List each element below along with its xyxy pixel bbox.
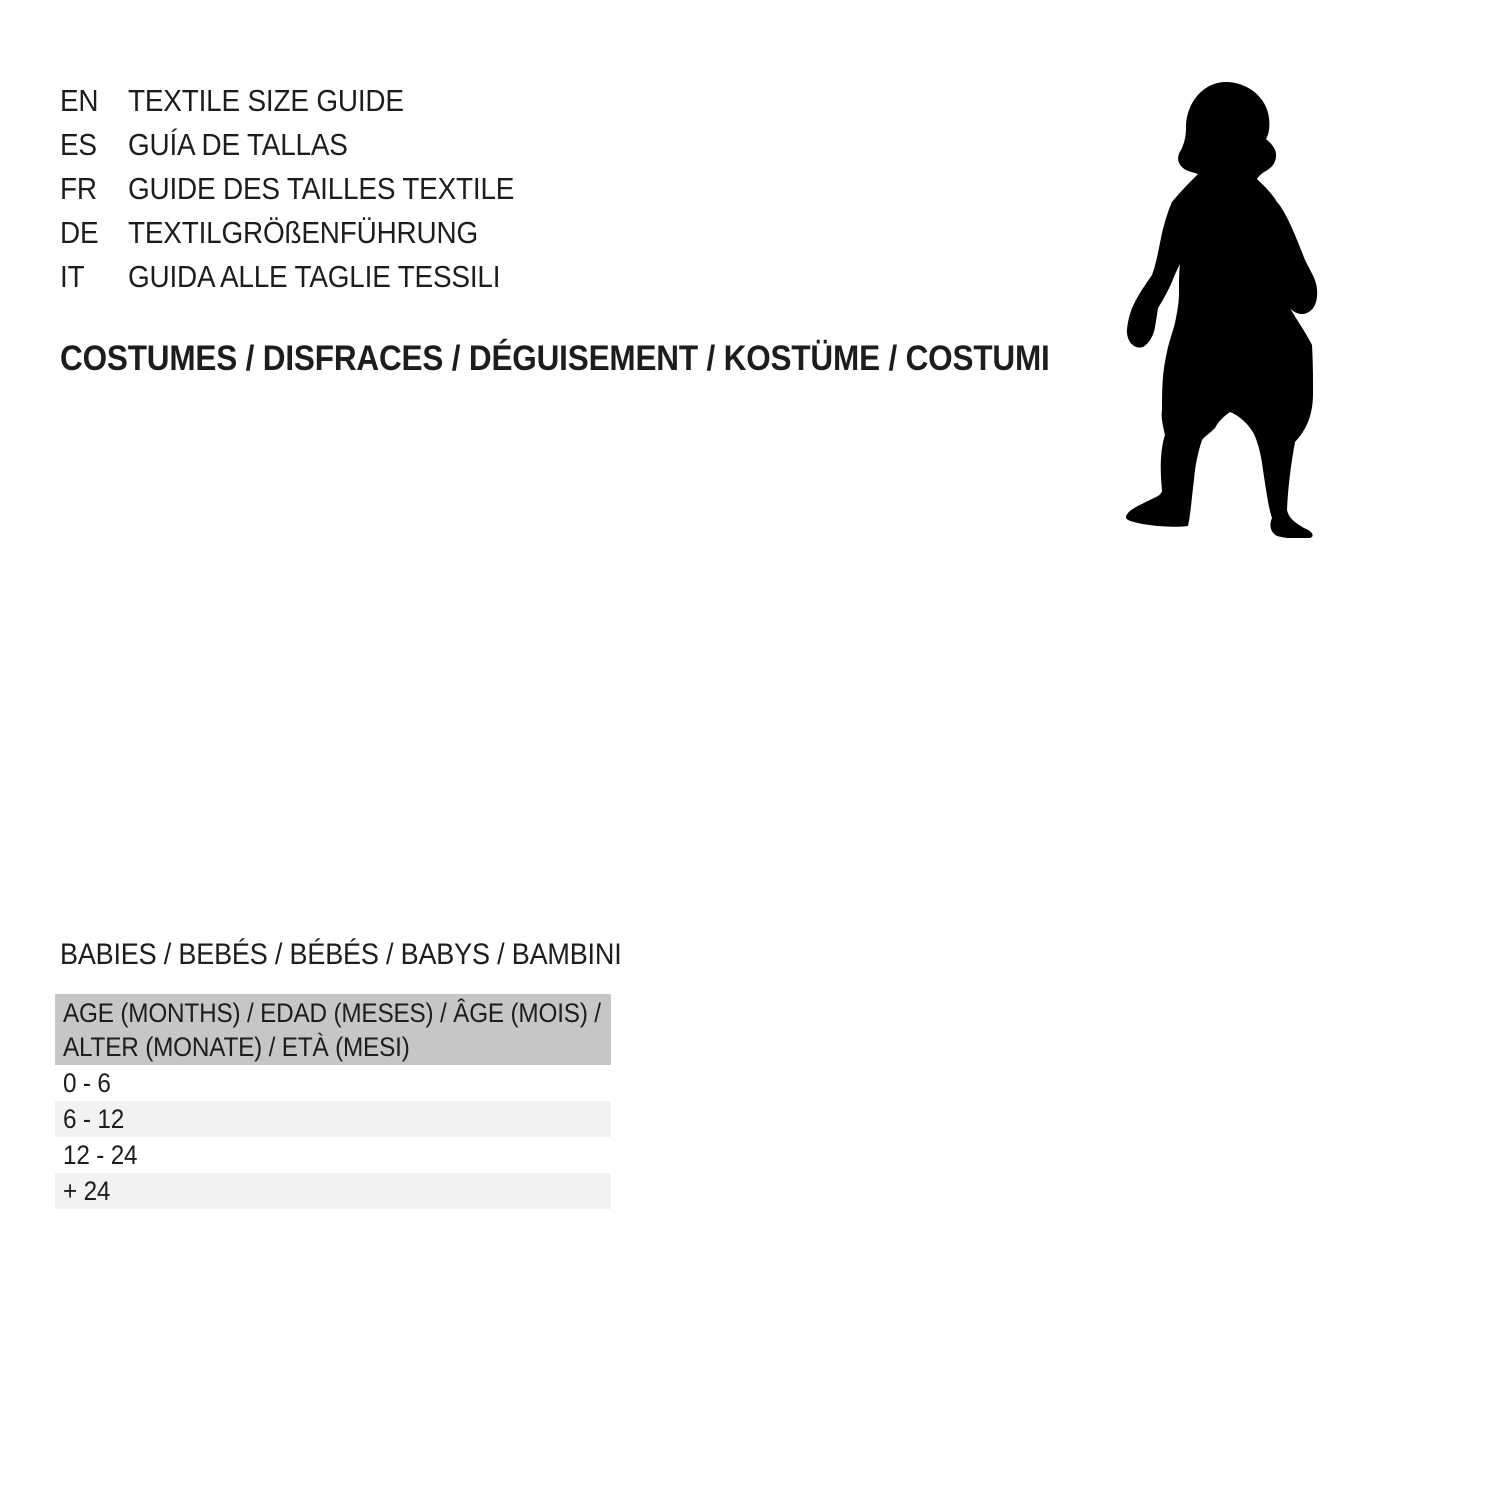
table-row bbox=[55, 1173, 611, 1209]
language-code: DE bbox=[60, 215, 99, 250]
table-row bbox=[55, 1137, 611, 1173]
language-row bbox=[60, 167, 557, 211]
table-title: BABIES / BEBÉS / BÉBÉS / BABYS / BAMBINI bbox=[60, 938, 622, 971]
language-code: ES bbox=[60, 127, 97, 162]
category-title: COSTUMES / DISFRACES / DÉGUISEMENT / KOSTÜME / COSTUMI bbox=[60, 339, 1050, 378]
language-code: IT bbox=[60, 259, 85, 294]
size-table bbox=[55, 994, 611, 1209]
baby-silhouette-icon bbox=[1124, 82, 1320, 538]
table-header-line: AGE (MONTHS) / EDAD (MESES) / ÂGE (MOIS) / bbox=[63, 997, 601, 1028]
table-header-line: ALTER (MONATE) / ETÀ (MESI) bbox=[63, 1031, 410, 1062]
language-label: TEXTILGRÖßENFÜHRUNG bbox=[128, 215, 479, 250]
table-row bbox=[55, 1065, 611, 1101]
language-guide-list bbox=[60, 79, 557, 299]
table-row bbox=[55, 1101, 611, 1137]
language-label: GUIDA ALLE TAGLIE TESSILI bbox=[128, 259, 501, 294]
age-range-value: + 24 bbox=[63, 1176, 111, 1206]
language-label: GUIDE DES TAILLES TEXTILE bbox=[128, 171, 515, 206]
language-row bbox=[60, 123, 557, 167]
language-code: FR bbox=[60, 171, 97, 206]
age-range-value: 12 - 24 bbox=[63, 1140, 138, 1170]
language-label: GUÍA DE TALLAS bbox=[128, 127, 348, 162]
language-row bbox=[60, 255, 557, 299]
language-label: TEXTILE SIZE GUIDE bbox=[128, 83, 404, 118]
table-header bbox=[55, 994, 611, 1065]
language-row bbox=[60, 79, 557, 123]
language-code: EN bbox=[60, 83, 99, 118]
language-row bbox=[60, 211, 557, 255]
age-range-value: 0 - 6 bbox=[63, 1068, 111, 1098]
age-range-value: 6 - 12 bbox=[63, 1104, 125, 1134]
